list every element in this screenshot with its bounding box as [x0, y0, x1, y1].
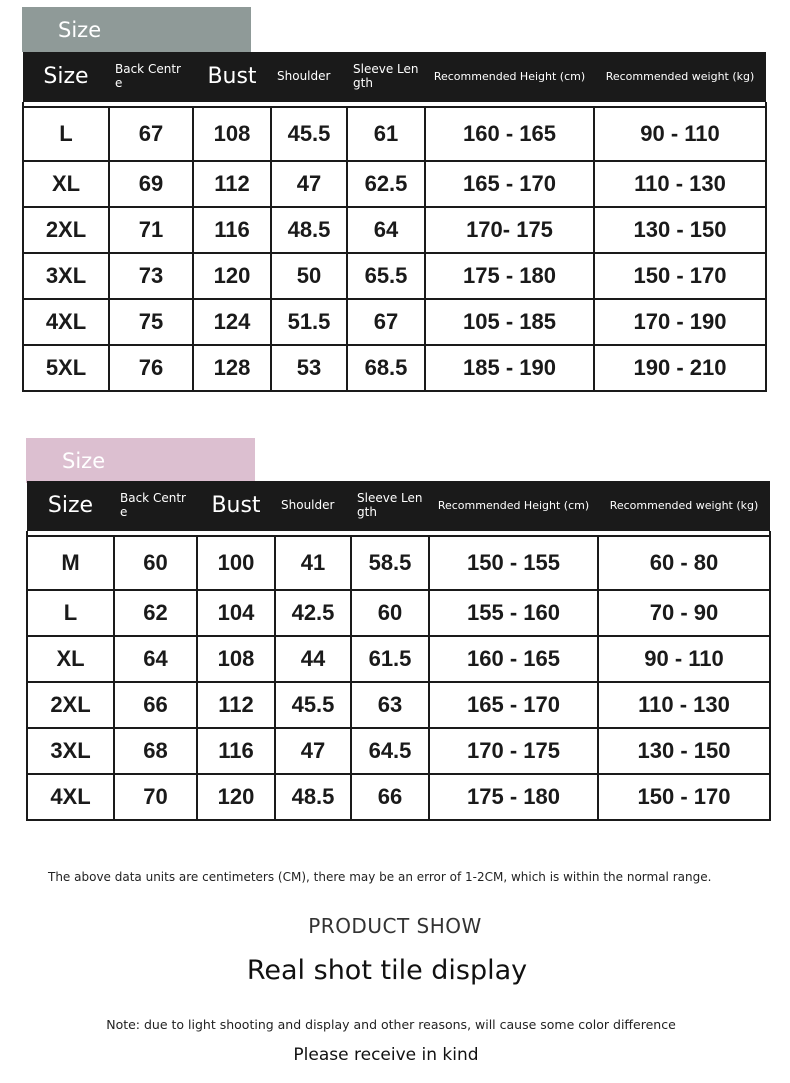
- table-row: [23, 345, 766, 391]
- cell-back-centre: 73: [109, 253, 193, 299]
- cell-shoulder: 48.5: [271, 207, 347, 253]
- header-bust: Bust: [197, 481, 275, 531]
- cell-sleeve-length: 68.5: [347, 345, 425, 391]
- cell-recommended-weight: 130 - 150: [598, 728, 770, 774]
- table-row: [27, 636, 770, 682]
- cell-size: 2XL: [27, 682, 114, 728]
- cell-shoulder: 41: [275, 536, 351, 590]
- units-note: The above data units are centimeters (CM), there may be an error of 1-2CM, which is within the normal range.: [48, 870, 712, 884]
- cell-bust: 104: [197, 590, 275, 636]
- header-bust: Bust: [193, 52, 271, 102]
- cell-back-centre: 60: [114, 536, 197, 590]
- table-row: [27, 774, 770, 820]
- cell-back-centre: 66: [114, 682, 197, 728]
- cell-shoulder: 50: [271, 253, 347, 299]
- size-chart-table-2: [26, 481, 771, 821]
- cell-recommended-height: 160 - 165: [425, 107, 594, 161]
- cell-recommended-weight: 150 - 170: [598, 774, 770, 820]
- cell-shoulder: 48.5: [275, 774, 351, 820]
- cell-recommended-height: 160 - 165: [429, 636, 598, 682]
- cell-sleeve-length: 64: [347, 207, 425, 253]
- cell-back-centre: 62: [114, 590, 197, 636]
- cell-recommended-weight: 60 - 80: [598, 536, 770, 590]
- cell-sleeve-length: 60: [351, 590, 429, 636]
- table-row: [27, 536, 770, 590]
- cell-back-centre: 68: [114, 728, 197, 774]
- cell-recommended-height: 170- 175: [425, 207, 594, 253]
- cell-bust: 120: [197, 774, 275, 820]
- real-shot-title: Real shot tile display: [246, 955, 528, 986]
- table-row: [27, 728, 770, 774]
- cell-sleeve-length: 63: [351, 682, 429, 728]
- cell-bust: 124: [193, 299, 271, 345]
- cell-sleeve-length: 58.5: [351, 536, 429, 590]
- cell-bust: 120: [193, 253, 271, 299]
- cell-sleeve-length: 62.5: [347, 161, 425, 207]
- cell-sleeve-length: 61.5: [351, 636, 429, 682]
- cell-shoulder: 47: [275, 728, 351, 774]
- cell-sleeve-length: 64.5: [351, 728, 429, 774]
- size-tab-2: [26, 438, 255, 483]
- cell-size: 3XL: [23, 253, 109, 299]
- cell-shoulder: 51.5: [271, 299, 347, 345]
- cell-size: L: [23, 107, 109, 161]
- cell-back-centre: 70: [114, 774, 197, 820]
- cell-back-centre: 67: [109, 107, 193, 161]
- header-size: Size: [27, 481, 114, 531]
- header-back-centre: Back Centre: [109, 52, 193, 102]
- cell-size: 5XL: [23, 345, 109, 391]
- cell-back-centre: 75: [109, 299, 193, 345]
- header-recommended-weight: Recommended weight (kg): [598, 481, 770, 531]
- cell-bust: 100: [197, 536, 275, 590]
- cell-size: 3XL: [27, 728, 114, 774]
- cell-recommended-height: 185 - 190: [425, 345, 594, 391]
- table-row: [23, 161, 766, 207]
- cell-shoulder: 53: [271, 345, 347, 391]
- cell-recommended-weight: 70 - 90: [598, 590, 770, 636]
- cell-sleeve-length: 66: [351, 774, 429, 820]
- table-row: [23, 253, 766, 299]
- cell-sleeve-length: 61: [347, 107, 425, 161]
- header-size: Size: [23, 52, 109, 102]
- cell-recommended-height: 155 - 160: [429, 590, 598, 636]
- table-row: [27, 590, 770, 636]
- cell-recommended-height: 175 - 180: [429, 774, 598, 820]
- header-shoulder: Shoulder: [271, 52, 347, 102]
- cell-recommended-weight: 110 - 130: [594, 161, 766, 207]
- cell-size: L: [27, 590, 114, 636]
- cell-recommended-weight: 90 - 110: [598, 636, 770, 682]
- cell-sleeve-length: 65.5: [347, 253, 425, 299]
- cell-recommended-height: 165 - 170: [429, 682, 598, 728]
- table-row: [23, 299, 766, 345]
- cell-shoulder: 47: [271, 161, 347, 207]
- header-recommended-height: Recommended Height (cm): [429, 481, 598, 531]
- cell-size: M: [27, 536, 114, 590]
- cell-sleeve-length: 67: [347, 299, 425, 345]
- header-recommended-weight: Recommended weight (kg): [594, 52, 766, 102]
- cell-shoulder: 45.5: [275, 682, 351, 728]
- header-back-centre: Back Centre: [114, 481, 197, 531]
- cell-bust: 112: [193, 161, 271, 207]
- table-header-row: [23, 52, 766, 102]
- cell-bust: 108: [193, 107, 271, 161]
- cell-bust: 128: [193, 345, 271, 391]
- cell-shoulder: 44: [275, 636, 351, 682]
- cell-recommended-weight: 170 - 190: [594, 299, 766, 345]
- cell-bust: 108: [197, 636, 275, 682]
- cell-size: XL: [27, 636, 114, 682]
- cell-back-centre: 76: [109, 345, 193, 391]
- cell-bust: 116: [193, 207, 271, 253]
- cell-back-centre: 69: [109, 161, 193, 207]
- cell-recommended-height: 150 - 155: [429, 536, 598, 590]
- cell-size: 4XL: [23, 299, 109, 345]
- table-row: [27, 682, 770, 728]
- cell-recommended-weight: 190 - 210: [594, 345, 766, 391]
- cell-back-centre: 71: [109, 207, 193, 253]
- cell-recommended-height: 165 - 170: [425, 161, 594, 207]
- cell-bust: 112: [197, 682, 275, 728]
- header-sleeve-length: Sleeve Length: [351, 481, 429, 531]
- cell-size: 4XL: [27, 774, 114, 820]
- cell-size: XL: [23, 161, 109, 207]
- cell-recommended-height: 175 - 180: [425, 253, 594, 299]
- cell-recommended-height: 105 - 185: [425, 299, 594, 345]
- size-tab-1: [22, 7, 251, 52]
- cell-recommended-weight: 150 - 170: [594, 253, 766, 299]
- size-chart-table-1: [22, 52, 767, 392]
- cell-recommended-height: 170 - 175: [429, 728, 598, 774]
- header-shoulder: Shoulder: [275, 481, 351, 531]
- cell-recommended-weight: 110 - 130: [598, 682, 770, 728]
- cell-bust: 116: [197, 728, 275, 774]
- please-receive-text: Please receive in kind: [293, 1045, 479, 1065]
- table-row: [23, 207, 766, 253]
- table-row: [23, 107, 766, 161]
- cell-recommended-weight: 90 - 110: [594, 107, 766, 161]
- product-show-heading: PRODUCT SHOW: [308, 914, 482, 938]
- cell-shoulder: 42.5: [275, 590, 351, 636]
- table-header-row: [27, 481, 770, 531]
- cell-back-centre: 64: [114, 636, 197, 682]
- header-recommended-height: Recommended Height (cm): [425, 52, 594, 102]
- cell-shoulder: 45.5: [271, 107, 347, 161]
- header-sleeve-length: Sleeve Length: [347, 52, 425, 102]
- cell-recommended-weight: 130 - 150: [594, 207, 766, 253]
- size-tab-label: Size: [58, 17, 102, 42]
- color-difference-note: Note: due to light shooting and display and other reasons, will cause some color difference: [106, 1017, 676, 1032]
- size-tab-label: Size: [62, 448, 106, 473]
- cell-size: 2XL: [23, 207, 109, 253]
